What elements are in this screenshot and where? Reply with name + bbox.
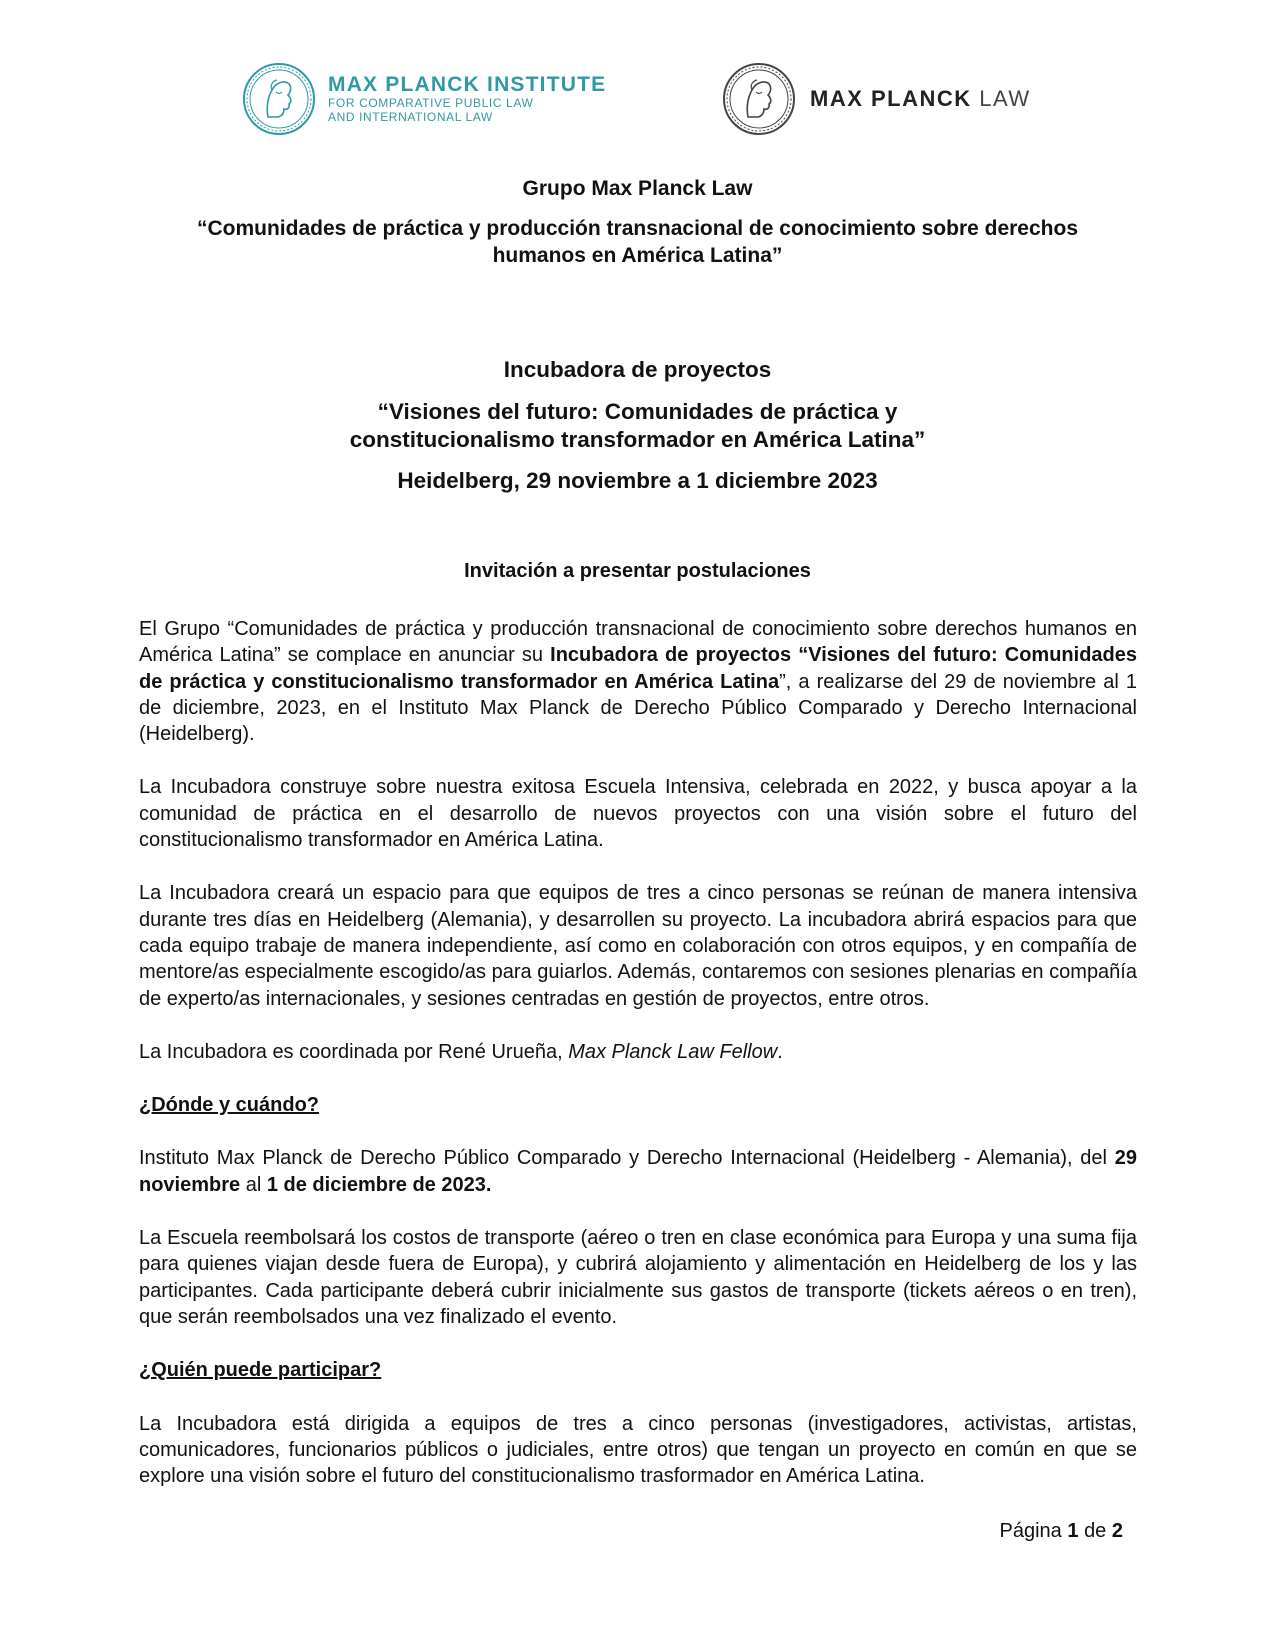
mpl-logo-name-bold: MAX PLANCK — [810, 86, 972, 111]
group-title: Grupo Max Planck Law — [522, 177, 753, 200]
page-total: 2 — [1111, 1520, 1123, 1542]
heading-where-when: ¿Dónde y cuándo? — [139, 1094, 319, 1117]
p5-text-a: Instituto Max Planck de Derecho Público Comparado y Derecho Internacional (Heidelberg - Alemania), del — [139, 1147, 1115, 1170]
date-place: Heidelberg, 29 noviembre a 1 diciembre 2023 — [397, 468, 878, 493]
p5-text-c: al — [240, 1173, 267, 1196]
theme-title-text: “Visiones del futuro: Comunidades de práctica y constitucionalismo transformador en América Latina” — [349, 399, 926, 452]
page-number — [1000, 1520, 1123, 1543]
p4-text-b: Max Planck Law Fellow — [568, 1040, 778, 1063]
p5-text-d: 1 de diciembre de 2023. — [266, 1173, 492, 1196]
page-sep: de — [1084, 1520, 1107, 1542]
document-body — [139, 616, 1137, 1516]
p4-text-c: . — [777, 1040, 783, 1063]
mpi-logo-sub1: FOR COMPARATIVE PUBLIC LAW — [328, 96, 534, 110]
mpl-logo — [722, 62, 1031, 136]
paragraph-intro — [139, 616, 1137, 747]
p1-text-b: Incubadora de proyectos “Visiones del futuro: Comunidades de práctica y constitucionalismo transformador en América Latina — [139, 644, 1138, 693]
p1-text-c: ”, a realizarse del 29 de noviembre al 1 de diciembre, 2023, en el Instituto Max Planck de Derecho Público Comparado y Derecho Internacional (Heidelberg). — [139, 670, 1138, 746]
mpi-logo-sub2: AND INTERNATIONAL LAW — [328, 110, 493, 124]
project-title — [0, 215, 1275, 269]
page-label: Página — [999, 1520, 1062, 1542]
mpi-logo — [242, 62, 606, 136]
paragraph-coordinator — [139, 1039, 1137, 1065]
paragraph-description: La Incubadora creará un espacio para que equipos de tres a cinco personas se reúnan de manera intensiva durante tres días en Heidelberg (Alemania), y desarrollen su proyecto. La incubadora abrirá espacios para que cada equipo trabaje de manera independiente, así como en colaboración con otros equipos, y en compañía de mentore/as especialmente escogido/as para guiarlos. Además, contaremos con sesiones plenarias en compañía de experto/as internacionales, y sesiones centradas en gestión de proyectos, entre otros. — [139, 882, 1137, 1010]
paragraph-eligibility: La Incubadora está dirigida a equipos de tres a cinco personas (investigadores, activistas, artistas, comunicadores, funcionarios públicos o judiciales, entre otros) que tengan un proyecto en común en que se explore una visión sobre el futuro del constitucionalismo trasformador en América Latina. — [139, 1412, 1137, 1488]
paragraph-location — [139, 1145, 1137, 1198]
p1-text-a: El Grupo “Comunidades de práctica y producción transnacional de conocimiento sobre derechos humanos en América Latina” se complace en anunciar su — [139, 618, 1137, 667]
mpi-logo-name: MAX PLANCK INSTITUTE — [328, 73, 607, 96]
mpl-logo-text — [810, 86, 1031, 112]
project-title-text: “Comunidades de práctica y producción transnacional de conocimiento sobre derechos humanos en América Latina” — [196, 217, 1079, 267]
heading-who: ¿Quién puede participar? — [139, 1359, 382, 1382]
minerva-seal-icon — [242, 62, 316, 136]
page-current: 1 — [1067, 1520, 1079, 1542]
paragraph-background: La Incubadora construye sobre nuestra exitosa Escuela Intensiva, celebrada en 2022, y busca apoyar a la comunidad de práctica en el desarrollo de nuevos proyectos con una visión sobre el futuro del constitucionalismo transformador en América Latina. — [139, 776, 1137, 852]
theme-title — [0, 398, 1275, 454]
minerva-seal-icon — [722, 62, 796, 136]
p5-text-b: 29 noviembre — [139, 1147, 1137, 1196]
p4-text-a: La Incubadora es coordinada por René Urueña, — [139, 1040, 569, 1063]
incubator-title: Incubadora de proyectos — [503, 357, 772, 382]
mpl-logo-name-light: LAW — [979, 86, 1031, 111]
document-header — [0, 58, 1275, 138]
mpi-logo-text — [328, 74, 606, 124]
paragraph-costs: La Escuela reembolsará los costos de transporte (aéreo o tren en clase económica para Europa y una suma fija para quienes viajan desde fuera de Europa), y cubrirá alojamiento y alimentación en Heidelberg de los y las participantes. Cada participante deberá cubrir inicialmente sus gastos de transporte (tickets aéreos o en tren), que serán reembolsados una vez finalizado el evento. — [139, 1227, 1137, 1328]
call-title: Invitación a presentar postulaciones — [464, 560, 811, 582]
